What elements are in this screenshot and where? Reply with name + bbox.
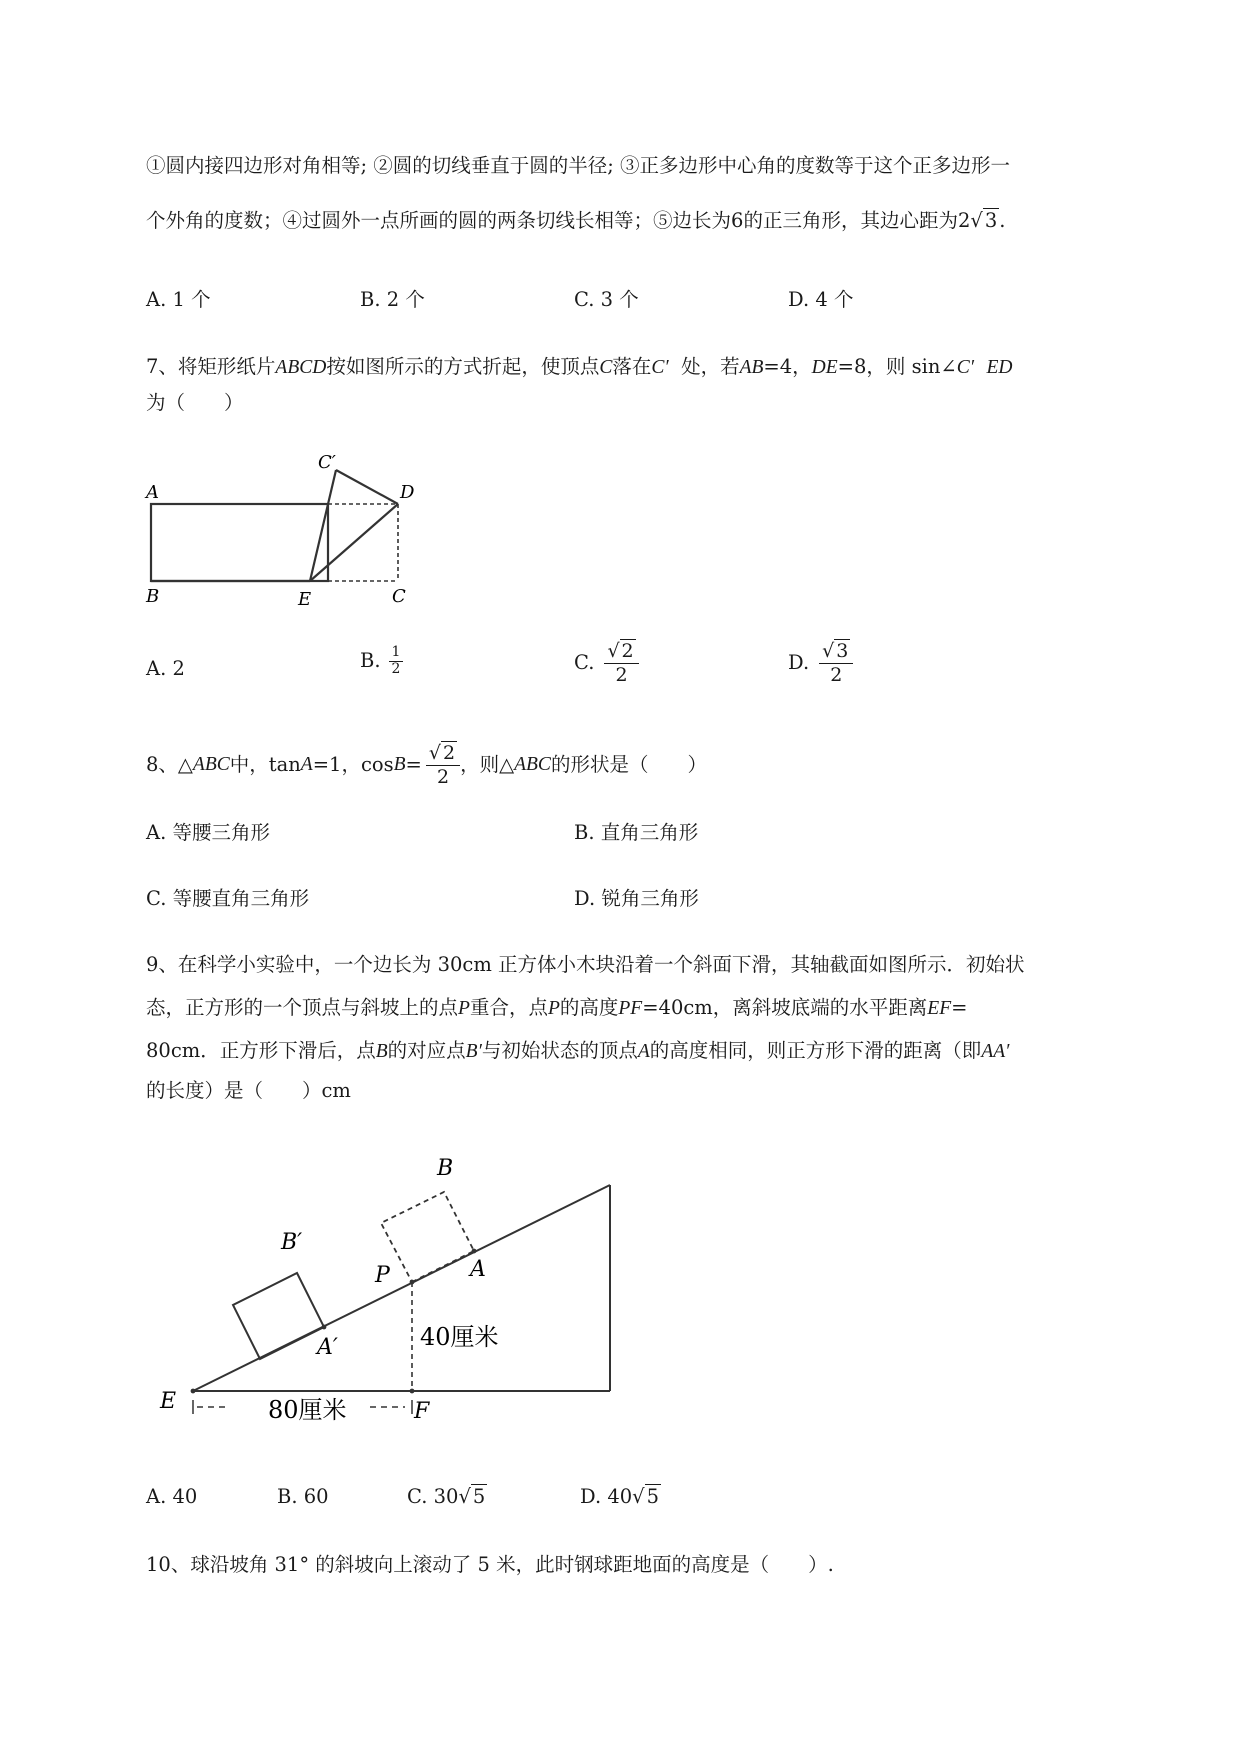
q6-option-c[interactable]: C. 3 个 bbox=[574, 288, 639, 311]
q8-option-a[interactable]: A. 等腰三角形 bbox=[146, 821, 270, 844]
label-c: C bbox=[392, 586, 406, 607]
q9-option-a[interactable]: A. 40 bbox=[146, 1485, 198, 1508]
label-d: D bbox=[400, 482, 415, 503]
label-e: E bbox=[160, 1389, 177, 1414]
statement-line-2: 个外角的度数；④过圆外一点所画的圆的两条切线长相等；⑤边长为6的正三角形，其边心距为2√ 3 . bbox=[146, 207, 1005, 235]
label-aprime: A′ bbox=[317, 1335, 338, 1360]
point-p bbox=[410, 1280, 415, 1285]
label-width: 80厘米 bbox=[268, 1396, 347, 1424]
label-bprime: B′ bbox=[281, 1230, 303, 1255]
q9-option-d[interactable]: D. 40√ 5 bbox=[580, 1485, 660, 1508]
square-final bbox=[233, 1273, 324, 1359]
fraction-root2-over-2: $\frac{√ 2}{2}$ bbox=[426, 742, 460, 788]
q8-option-c[interactable]: C. 等腰直角三角形 bbox=[146, 887, 310, 910]
q9-option-c[interactable]: C. 30√ 5 bbox=[407, 1485, 486, 1508]
q8-option-b[interactable]: B. 直角三角形 bbox=[574, 821, 699, 844]
label-height: 40厘米 bbox=[420, 1323, 499, 1351]
point-a bbox=[472, 1249, 477, 1254]
q7-option-b[interactable]: B. $\frac{1}{2}$ bbox=[360, 645, 403, 677]
sqrt-expression: √ 3 bbox=[970, 209, 998, 232]
point-e bbox=[191, 1389, 196, 1394]
q9-stem-line-4: 的长度）是（ ）cm bbox=[146, 1079, 351, 1102]
point-aprime bbox=[322, 1325, 327, 1330]
slope-hypotenuse bbox=[193, 1185, 610, 1391]
label-f: F bbox=[414, 1399, 430, 1424]
statement-line-1: ①圆内接四边形对角相等; ②圆的切线垂直于圆的半径; ③正多边形中心角的度数等于这个正多边形一 bbox=[146, 154, 1011, 177]
label-a: A bbox=[470, 1257, 486, 1282]
q7-option-c[interactable]: C. $\frac{√ 2}{2}$ bbox=[574, 640, 639, 686]
q10-stem: 10、球沿坡角 31° 的斜坡向上滚动了 5 米，此时钢球距地面的高度是（ ）. bbox=[146, 1553, 834, 1576]
q7-option-d[interactable]: D. $\frac{√ 3}{2}$ bbox=[788, 640, 853, 686]
q9-stem-line-1: 9、在科学小实验中，一个边长为 30cm 正方体小木块沿着一个斜面下滑，其轴截面如图所示．初始状 bbox=[146, 953, 1025, 976]
point-f bbox=[410, 1389, 415, 1394]
square-initial bbox=[381, 1192, 474, 1282]
q8-stem: 8、△ABC中，tanA=1，cosB= $\frac{√ 2}{2}$ ，则△ABC的形状是（ ） bbox=[146, 742, 707, 788]
q6-option-b[interactable]: B. 2 个 bbox=[360, 288, 425, 311]
q7-stem-line-1: 7、将矩形纸片ABCD按如图所示的方式折起，使顶点C落在C′ 处，若AB=4，DE=8，则 sin∠C′ ED bbox=[146, 355, 1013, 378]
q9-stem-line-3: 80cm．正方形下滑后，点B的对应点B′与初始状态的顶点A的高度相同，则正方形下滑的距离（即AA′ bbox=[146, 1039, 1010, 1062]
label-cprime: C′ bbox=[318, 452, 336, 473]
label-a: A bbox=[146, 482, 159, 503]
q6-option-d[interactable]: D. 4 个 bbox=[788, 288, 854, 311]
q9-stem-line-2: 态，正方形的一个顶点与斜坡上的点P重合，点P的高度PF=40cm，离斜坡底端的水平距离EF= bbox=[146, 996, 968, 1019]
q8-option-d[interactable]: D. 锐角三角形 bbox=[574, 887, 699, 910]
q7-stem-line-2: 为（ ） bbox=[146, 391, 244, 414]
label-e: E bbox=[298, 589, 312, 610]
label-b: B bbox=[146, 586, 160, 607]
q9-option-b[interactable]: B. 60 bbox=[277, 1485, 329, 1508]
label-b: B bbox=[437, 1156, 454, 1181]
label-p: P bbox=[375, 1263, 390, 1288]
q6-option-a[interactable]: A. 1 个 bbox=[146, 288, 211, 311]
q7-option-a[interactable]: A. 2 bbox=[146, 657, 185, 680]
